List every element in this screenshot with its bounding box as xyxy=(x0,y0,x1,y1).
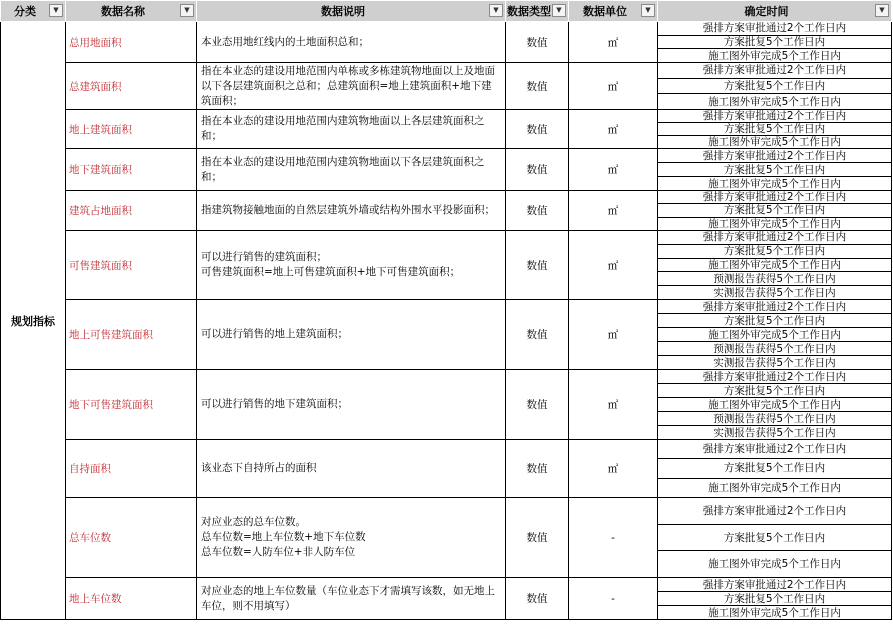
header-data-type xyxy=(506,1,569,22)
header-label: 数据说明 xyxy=(321,5,365,18)
confirm-time-item[interactable]: 方案批复5个工作日内 xyxy=(658,245,891,259)
data-name-cell[interactable]: 总车位数 xyxy=(66,498,197,578)
confirm-time-item[interactable]: 方案批复5个工作日内 xyxy=(658,36,891,50)
description-line: 可售建筑面积=地上可售建筑面积+地下可售建筑面积； xyxy=(201,266,461,278)
filter-dropdown-icon[interactable]: ▼ xyxy=(641,4,655,17)
table-row xyxy=(1,300,892,370)
header-row xyxy=(1,1,892,22)
data-unit-cell[interactable]: ㎡ xyxy=(569,63,658,110)
table-row xyxy=(1,578,892,620)
data-name-cell[interactable]: 总建筑面积 xyxy=(66,63,197,110)
data-unit-cell[interactable]: ㎡ xyxy=(569,231,658,300)
table-row xyxy=(1,231,892,300)
table-row xyxy=(1,498,892,578)
header-description xyxy=(197,1,506,22)
data-type-cell[interactable]: 数值 xyxy=(506,440,569,498)
confirm-time-cell xyxy=(658,440,892,498)
confirm-time-item[interactable]: 方案批复5个工作日内 xyxy=(658,204,891,217)
data-type-cell[interactable]: 数值 xyxy=(506,110,569,149)
data-unit-cell[interactable]: ㎡ xyxy=(569,22,658,63)
confirm-time-item[interactable]: 施工图外审完成5个工作日内 xyxy=(708,136,841,148)
data-type-cell[interactable]: 数值 xyxy=(506,149,569,191)
confirm-time-item[interactable]: 施工图外审完成5个工作日内 xyxy=(708,558,841,571)
description-cell[interactable] xyxy=(197,370,506,440)
description-cell[interactable] xyxy=(197,22,506,63)
data-name-cell[interactable]: 地下可售建筑面积 xyxy=(66,370,197,440)
confirm-time-item[interactable]: 实测报告获得5个工作日内 xyxy=(713,286,836,299)
confirm-time-item[interactable]: 强排方案审批通过2个工作日内 xyxy=(658,440,891,459)
filter-dropdown-icon[interactable]: ▼ xyxy=(489,4,503,17)
description-line: 可以进行销售的地上建筑面积； xyxy=(201,328,348,340)
description-line: 总车位数=人防车位+非人防车位 xyxy=(201,546,356,558)
confirm-time-list xyxy=(658,370,891,439)
header-label: 确定时间 xyxy=(744,5,789,18)
description-cell[interactable] xyxy=(197,440,506,498)
description-line: 对应业态的总车位数。 xyxy=(201,516,306,528)
data-unit-cell[interactable]: ㎡ xyxy=(569,149,658,191)
confirm-time-cell xyxy=(658,149,892,191)
description-cell[interactable] xyxy=(197,498,506,578)
header-confirm-time xyxy=(658,1,892,22)
confirm-time-item[interactable]: 强排方案审批通过2个工作日内 xyxy=(658,231,891,245)
description-cell[interactable] xyxy=(197,578,506,620)
confirm-time-list xyxy=(658,231,891,299)
confirm-time-item[interactable]: 方案批复5个工作日内 xyxy=(658,525,891,552)
confirm-time-list xyxy=(658,498,891,577)
confirm-time-item[interactable]: 预测报告获得5个工作日内 xyxy=(658,342,891,356)
filter-dropdown-icon[interactable]: ▼ xyxy=(875,4,889,17)
header-label: 数据名称 xyxy=(101,5,145,18)
description-cell[interactable] xyxy=(197,231,506,300)
description-cell[interactable] xyxy=(197,191,506,231)
confirm-time-item[interactable]: 实测报告获得5个工作日内 xyxy=(713,356,836,369)
confirm-time-cell xyxy=(658,231,892,300)
confirm-time-cell xyxy=(658,370,892,440)
confirm-time-list xyxy=(658,440,891,497)
table-row xyxy=(1,110,892,149)
data-name-cell[interactable]: 地下建筑面积 xyxy=(66,149,197,191)
data-unit-cell[interactable]: ㎡ xyxy=(569,440,658,498)
confirm-time-item[interactable]: 实测报告获得5个工作日内 xyxy=(713,426,836,439)
confirm-time-item[interactable]: 强排方案审批通过2个工作日内 xyxy=(658,370,891,384)
confirm-time-list xyxy=(658,149,891,190)
confirm-time-item[interactable]: 预测报告获得5个工作日内 xyxy=(658,412,891,426)
confirm-time-item[interactable]: 方案批复5个工作日内 xyxy=(658,384,891,398)
data-type-cell[interactable]: 数值 xyxy=(506,191,569,231)
confirm-time-cell xyxy=(658,191,892,231)
confirm-time-list xyxy=(658,300,891,369)
description-line: 指在本业态的建设用地范围内建筑物地面以上各层建筑面积之和； xyxy=(201,115,485,142)
confirm-time-item[interactable]: 方案批复5个工作日内 xyxy=(658,123,891,136)
data-unit-cell[interactable]: - xyxy=(569,578,658,620)
description-line: 对应业态的地上车位数量（车位业态下才需填写该数，如无地上车位，则不用填写） xyxy=(201,584,495,612)
data-unit-cell[interactable]: ㎡ xyxy=(569,110,658,149)
table-row xyxy=(1,149,892,191)
data-name-cell[interactable]: 自持面积 xyxy=(66,440,197,498)
data-type-cell[interactable]: 数值 xyxy=(506,300,569,370)
header-label: 分类 xyxy=(14,5,36,18)
confirm-time-list xyxy=(658,110,891,148)
confirm-time-item[interactable]: 强排方案审批通过2个工作日内 xyxy=(658,498,891,525)
data-unit-cell[interactable]: ㎡ xyxy=(569,191,658,231)
confirm-time-list xyxy=(658,191,891,230)
confirm-time-item[interactable]: 施工图外审完成5个工作日内 xyxy=(658,328,891,342)
confirm-time-item[interactable]: 施工图外审完成5个工作日内 xyxy=(708,606,841,619)
confirm-time-item[interactable]: 强排方案审批通过2个工作日内 xyxy=(658,63,891,79)
table-row xyxy=(1,22,892,63)
confirm-time-item[interactable]: 方案批复5个工作日内 xyxy=(658,314,891,328)
filter-dropdown-icon[interactable]: ▼ xyxy=(49,4,63,17)
description-line: 总车位数=地上车位数+地下车位数 xyxy=(201,531,366,543)
filter-dropdown-icon[interactable]: ▼ xyxy=(552,4,566,17)
confirm-time-item[interactable]: 施工图外审完成5个工作日内 xyxy=(708,49,841,62)
data-name-cell[interactable]: 地上建筑面积 xyxy=(66,110,197,149)
description-line: 指建筑物接触地面的自然层建筑外墙或结构外围水平投影面积； xyxy=(201,204,495,216)
data-unit-cell[interactable]: ㎡ xyxy=(569,300,658,370)
confirm-time-item[interactable]: 强排方案审批通过2个工作日内 xyxy=(658,22,891,36)
table-row xyxy=(1,440,892,498)
confirm-time-cell xyxy=(658,63,892,110)
confirm-time-item[interactable]: 施工图外审完成5个工作日内 xyxy=(658,259,891,273)
description-line: 可以进行销售的建筑面积； xyxy=(201,251,327,263)
confirm-time-item[interactable]: 施工图外审完成5个工作日内 xyxy=(658,398,891,412)
description-line: 指在本业态的建设用地范围内单栋或多栋建筑物地面以上及地面以下各层建筑面积之总和；总建筑面积=地上建筑面积+地下建筑面积； xyxy=(201,64,495,107)
table-row xyxy=(1,370,892,440)
data-type-cell[interactable]: 数值 xyxy=(506,498,569,578)
header-data-unit xyxy=(569,1,658,22)
data-name-cell[interactable]: 地上可售建筑面积 xyxy=(66,300,197,370)
header-data-name xyxy=(66,1,197,22)
confirm-time-item[interactable]: 强排方案审批通过2个工作日内 xyxy=(658,149,891,163)
data-name-cell[interactable]: 总用地面积 xyxy=(66,22,197,63)
confirm-time-item[interactable]: 强排方案审批通过2个工作日内 xyxy=(658,300,891,314)
data-type-cell[interactable]: 数值 xyxy=(506,578,569,620)
description-line: 可以进行销售的地下建筑面积； xyxy=(201,398,348,410)
confirm-time-item[interactable]: 预测报告获得5个工作日内 xyxy=(658,272,891,286)
description-cell[interactable] xyxy=(197,110,506,149)
filter-dropdown-icon[interactable]: ▼ xyxy=(180,4,194,17)
confirm-time-list xyxy=(658,578,891,619)
confirm-time-cell xyxy=(658,22,892,63)
confirm-time-list xyxy=(658,22,891,62)
confirm-time-item[interactable]: 方案批复5个工作日内 xyxy=(658,592,891,606)
data-type-cell[interactable]: 数值 xyxy=(506,370,569,440)
confirm-time-item[interactable]: 方案批复5个工作日内 xyxy=(658,459,891,478)
confirm-time-item[interactable]: 施工图外审完成5个工作日内 xyxy=(708,95,841,108)
confirm-time-cell xyxy=(658,498,892,578)
confirm-time-item[interactable]: 施工图外审完成5个工作日内 xyxy=(708,217,841,230)
confirm-time-list xyxy=(658,63,891,109)
data-name-cell[interactable]: 地上车位数 xyxy=(66,578,197,620)
data-unit-cell[interactable]: - xyxy=(569,498,658,578)
data-type-cell[interactable]: 数值 xyxy=(506,63,569,110)
category-cell[interactable]: 规划指标 xyxy=(1,22,66,620)
confirm-time-item[interactable]: 方案批复5个工作日内 xyxy=(658,163,891,177)
header-label: 数据单位 xyxy=(583,5,627,18)
confirm-time-item[interactable]: 施工图外审完成5个工作日内 xyxy=(708,481,841,494)
table-row xyxy=(1,63,892,110)
description-cell[interactable] xyxy=(197,300,506,370)
confirm-time-cell xyxy=(658,110,892,149)
confirm-time-item[interactable]: 强排方案审批通过2个工作日内 xyxy=(658,578,891,592)
description-cell[interactable] xyxy=(197,63,506,110)
table-body xyxy=(1,22,892,620)
description-cell[interactable] xyxy=(197,149,506,191)
confirm-time-cell xyxy=(658,578,892,620)
confirm-time-cell xyxy=(658,300,892,370)
data-name-cell[interactable]: 建筑占地面积 xyxy=(66,191,197,231)
data-type-cell[interactable]: 数值 xyxy=(506,22,569,63)
header-category xyxy=(1,1,66,22)
confirm-time-item[interactable]: 施工图外审完成5个工作日内 xyxy=(708,177,841,190)
description-line: 指在本业态的建设用地范围内建筑物地面以下各层建筑面积之和； xyxy=(201,155,485,183)
confirm-time-item[interactable]: 强排方案审批通过2个工作日内 xyxy=(658,191,891,204)
description-line: 本业态用地红线内的土地面积总和； xyxy=(201,35,369,48)
confirm-time-item[interactable]: 方案批复5个工作日内 xyxy=(658,79,891,95)
data-type-cell[interactable]: 数值 xyxy=(506,231,569,300)
description-line: 该业态下自持所占的面积 xyxy=(201,462,317,474)
confirm-time-item[interactable]: 强排方案审批通过2个工作日内 xyxy=(658,110,891,123)
table-row xyxy=(1,191,892,231)
data-name-cell[interactable]: 可售建筑面积 xyxy=(66,231,197,300)
header-label: 数据类型 xyxy=(507,5,551,18)
data-unit-cell[interactable]: ㎡ xyxy=(569,370,658,440)
